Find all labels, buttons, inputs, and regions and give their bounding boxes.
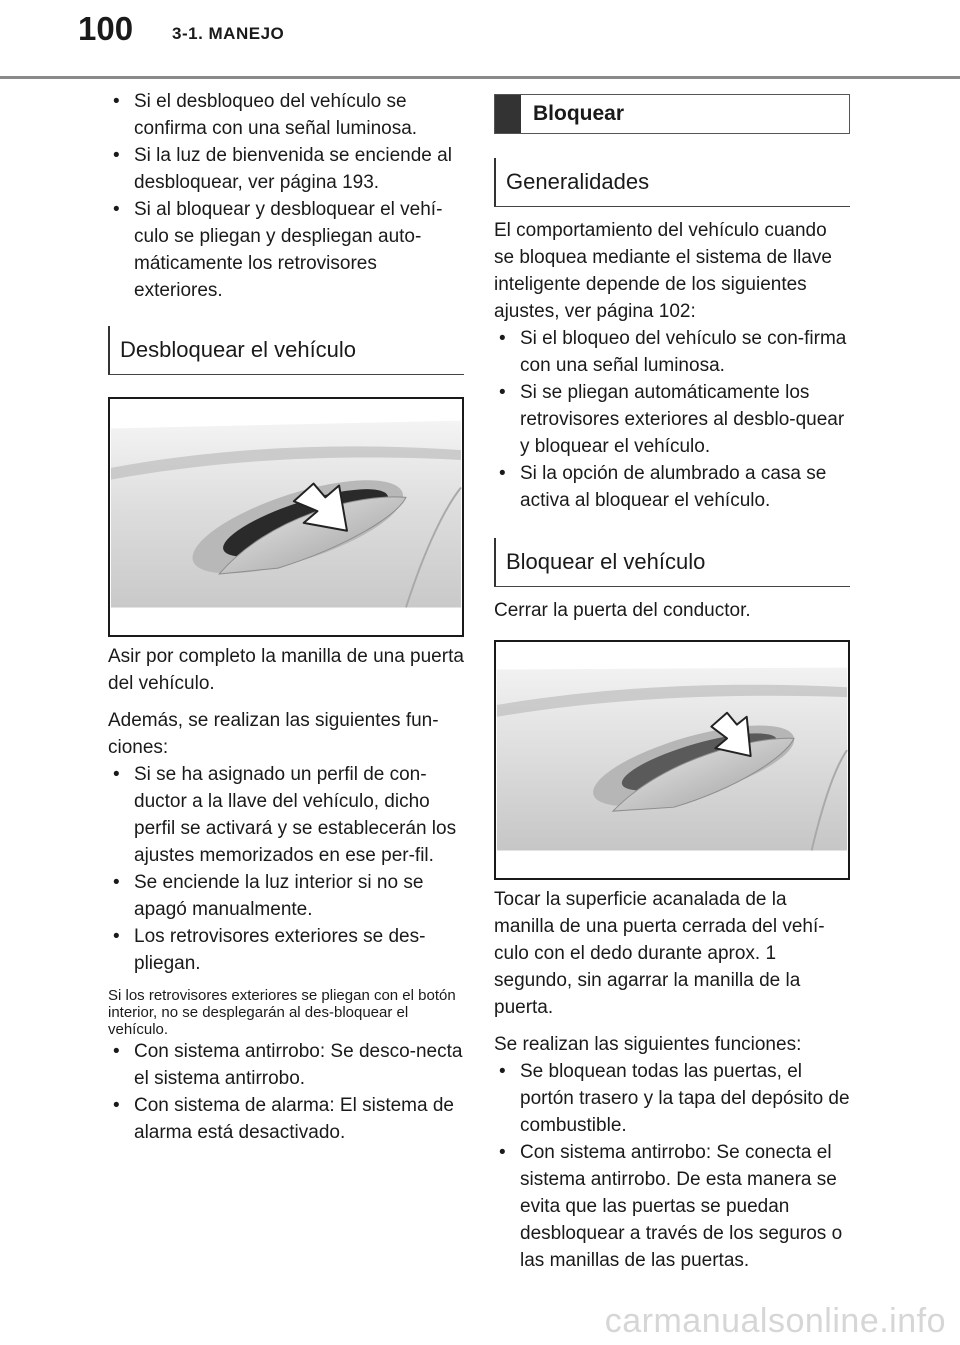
- door-handle-grip-arrow-icon: [110, 399, 462, 635]
- paragraph-close-door: Cerrar la puerta del conductor.: [494, 600, 751, 621]
- note-text: Si los retrovisores exteriores se pliegan con el botón interior, no se desplegarán al des-bloquear el vehículo.: [108, 987, 456, 1038]
- paragraph-general: El comportamiento del vehículo cuando se bloquea mediante el sistema de llave inteligente depende de los siguientes ajustes, ver página 102:: [494, 220, 832, 322]
- figure-lock-handle: [494, 640, 850, 880]
- header-rule: [0, 76, 960, 79]
- lock-bullet-list: [494, 1058, 850, 1274]
- list-item: • Si se ha asignado un perfil de con-ductor a la llave del vehículo, dicho perfil se activará y se establecerán los ajustes memorizados en ese per-fil.: [108, 761, 464, 869]
- list-item: • Con sistema de alarma: El sistema de alarma está desactivado.: [108, 1092, 464, 1146]
- list-item: • Si se pliegan automáticamente los retrovisores exteriores al desblo-quear y bloquear el vehículo.: [494, 379, 850, 460]
- right-column: [494, 94, 850, 1274]
- list-item: • Se bloquean todas las puertas, el portón trasero y la tapa del depósito de combustible.: [494, 1058, 850, 1139]
- paragraph-grip: Asir por completo la manilla de una puerta del vehículo.: [108, 646, 464, 694]
- figure-unlock-handle: [108, 397, 464, 637]
- function-bullet-list: [108, 761, 464, 977]
- door-handle-touch-arrow-icon: [496, 642, 848, 878]
- list-item: • Si la luz de bienvenida se enciende al desbloquear, ver página 193.: [108, 142, 464, 196]
- list-item: • Si el desbloqueo del vehículo se confirma con una señal luminosa.: [108, 88, 464, 142]
- list-item: • Si al bloquear y desbloquear el vehí-culo se pliegan y despliegan auto-máticamente los retrovisores exteriores.: [108, 196, 464, 304]
- page-number: 100: [78, 10, 134, 47]
- system-bullet-list: [108, 1038, 464, 1146]
- heading-bar: [495, 95, 521, 133]
- general-bullet-list: [494, 325, 850, 514]
- heading-lock-vehicle: Bloquear el vehículo: [494, 538, 850, 587]
- heading-general: Generalidades: [494, 158, 850, 207]
- watermark: carmanualsonline.info: [604, 1302, 946, 1340]
- paragraph-functions: Además, se realizan las siguientes fun-ciones:: [108, 710, 439, 758]
- paragraph-lock-functions: Se realizan las siguientes funciones:: [494, 1034, 802, 1055]
- list-item: • Los retrovisores exteriores se des-pliegan.: [108, 923, 464, 977]
- heading-unlock: Desbloquear el vehículo: [108, 326, 464, 375]
- page-header: [0, 0, 960, 78]
- intro-bullet-list: [108, 88, 464, 304]
- list-item: • Con sistema antirrobo: Se desco-necta el sistema antirrobo.: [108, 1038, 464, 1092]
- list-item: • Se enciende la luz interior si no se apagó manualmente.: [108, 869, 464, 923]
- list-item: • Con sistema antirrobo: Se conecta el sistema antirrobo. De esta manera se evita que las puertas se puedan desbloquear a través de los seguros o las manillas de las puertas.: [494, 1139, 850, 1274]
- paragraph-touch: Tocar la superficie acanalada de la manilla de una puerta cerrada del vehí-culo con el dedo durante aprox. 1 segundo, sin agarrar la manilla de la puerta.: [494, 889, 825, 1018]
- list-item: • Si la opción de alumbrado a casa se activa al bloquear el vehículo.: [494, 460, 850, 514]
- chapter-title: 3-1. MANEJO: [172, 24, 285, 43]
- heading-lock: [494, 94, 850, 134]
- heading-lock-text: Bloquear: [533, 102, 625, 125]
- list-item: • Si el bloqueo del vehículo se con-firma con una señal luminosa.: [494, 325, 850, 379]
- left-column: [108, 88, 464, 1146]
